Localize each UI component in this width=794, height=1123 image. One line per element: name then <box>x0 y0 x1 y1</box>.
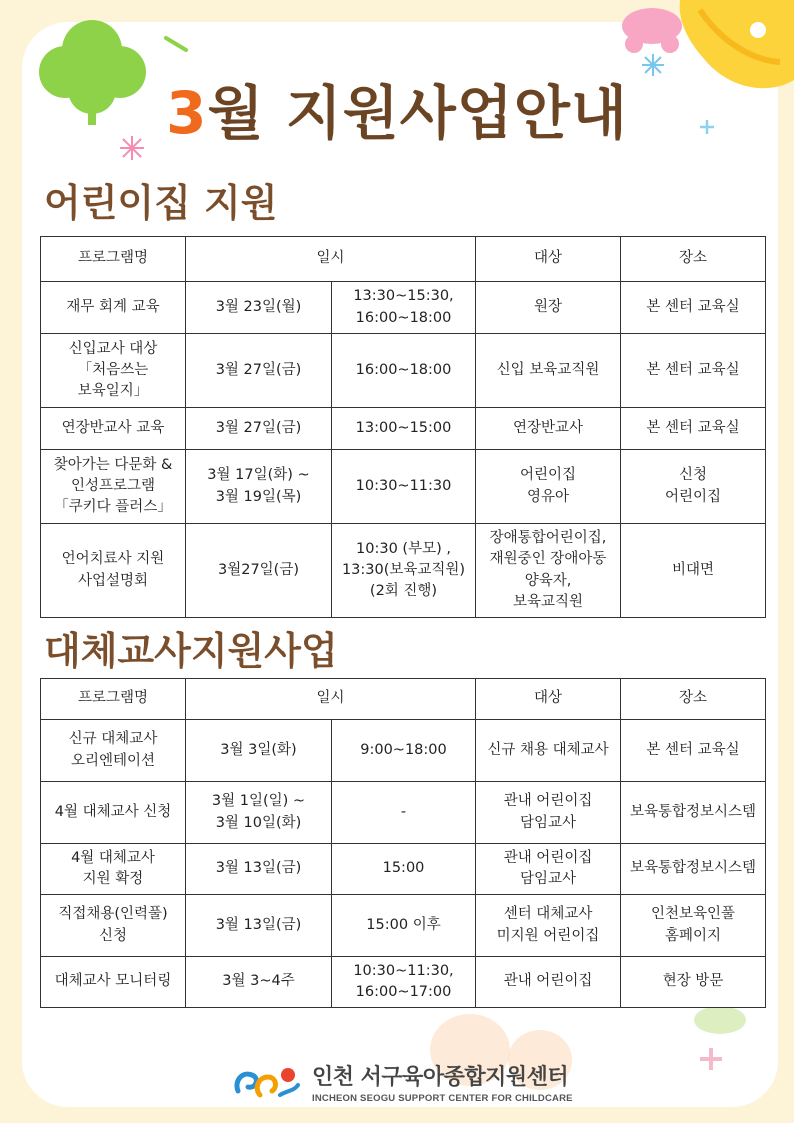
cell-time <box>332 282 476 334</box>
footer-center-name: 인천 서구육아종합지원센터 <box>312 1065 569 1090</box>
cell-program <box>41 782 186 844</box>
cell-line: 담임교사 <box>520 814 577 831</box>
cell-line: 본 센터 교육실 <box>646 361 740 378</box>
header-place: 장소 <box>621 237 766 282</box>
cell-line: 보육교직원 <box>512 593 584 610</box>
cell-line: 3월27일(금) <box>217 561 299 578</box>
cell-line: 현장 방문 <box>662 973 724 990</box>
cell-line: 원장 <box>534 298 563 315</box>
cell-line: 15:00 이후 <box>366 916 441 933</box>
cell-line: 3월 17일(화) ~ <box>207 467 310 484</box>
title-highlight: 3 <box>166 79 208 147</box>
cell-line: 오리엔테이션 <box>70 752 156 769</box>
cell-date <box>186 450 332 524</box>
cell-target <box>476 450 621 524</box>
cell-time <box>332 720 476 782</box>
cell-place <box>621 895 766 957</box>
cell-line: 3월 3일(화) <box>220 741 297 758</box>
section-title-substitute: 대체교사지원사업 <box>44 629 338 673</box>
cell-program <box>41 334 186 408</box>
cell-line: 센터 대체교사 <box>503 906 593 923</box>
cell-program <box>41 957 186 1008</box>
cell-line: 찾아가는 다문화 & <box>53 456 173 473</box>
seogu-logo-icon <box>230 1061 302 1103</box>
header-datetime: 일시 <box>186 679 476 720</box>
cell-line: 13:30(보육교직원) <box>341 561 466 578</box>
cell-target <box>476 895 621 957</box>
cell-line: 3월 23일(월) <box>215 298 302 315</box>
cell-program <box>41 282 186 334</box>
cell-time <box>332 524 476 618</box>
cell-line: 「쿠키다 플러스」 <box>54 499 172 515</box>
cell-date <box>186 334 332 408</box>
cell-line: 16:00~18:00 <box>355 309 452 326</box>
daycare-schedule-table <box>40 236 766 618</box>
cell-time <box>332 450 476 524</box>
table-row <box>41 895 766 957</box>
cell-line: 홈페이지 <box>665 927 722 944</box>
table-row <box>41 782 766 844</box>
cell-time <box>332 895 476 957</box>
cell-line: 3월 13일(금) <box>215 860 302 877</box>
cell-target <box>476 334 621 408</box>
cell-date <box>186 524 332 618</box>
cell-date <box>186 844 332 895</box>
cell-program <box>41 895 186 957</box>
table-row <box>41 844 766 895</box>
cell-place <box>621 408 766 450</box>
cell-line: 3월 19일(목) <box>215 488 302 505</box>
cell-line: 16:00~17:00 <box>355 984 452 1000</box>
cell-line: 3월 1일(일) ~ <box>211 793 306 810</box>
footer <box>230 1060 573 1104</box>
cell-target <box>476 782 621 844</box>
cell-line: - <box>400 803 407 820</box>
table-body <box>41 720 766 1008</box>
cell-line: 신청 <box>98 927 127 944</box>
cell-place <box>621 524 766 618</box>
cell-line: 보육일지」 <box>77 383 149 399</box>
header-target: 대상 <box>476 237 621 282</box>
cell-line: 대체교사 모니터링 <box>54 973 172 990</box>
cell-line: 13:00~15:00 <box>355 419 452 436</box>
cell-place <box>621 282 766 334</box>
cell-line: 언어치료사 지원 <box>61 551 165 568</box>
footer-center-name-en: INCHEON SEOGU SUPPORT CENTER FOR CHILDCARE <box>312 1093 573 1104</box>
cell-time <box>332 844 476 895</box>
cell-date <box>186 782 332 844</box>
cell-program <box>41 720 186 782</box>
cell-time <box>332 408 476 450</box>
table-row <box>41 524 766 618</box>
footer-text <box>312 1060 573 1104</box>
cell-line: 3월 3~4주 <box>222 973 295 990</box>
cell-line: 3월 13일(금) <box>215 916 302 933</box>
cell-time <box>332 782 476 844</box>
cell-date <box>186 282 332 334</box>
table-header-row <box>41 679 766 720</box>
cell-line: 신규 대체교사 <box>68 731 158 748</box>
cell-line: 영유아 <box>527 488 570 505</box>
cell-line: 본 센터 교육실 <box>646 419 740 436</box>
cell-line: 13:30~15:30, <box>353 288 454 305</box>
cell-line: 10:30 (부모) , <box>356 540 451 557</box>
cell-line: 비대면 <box>672 561 715 578</box>
cell-line: 3월 27일(금) <box>215 419 302 436</box>
cell-line: 양육자, <box>524 572 572 589</box>
cell-line: 15:00 <box>382 860 425 877</box>
header-program: 프로그램명 <box>41 679 186 720</box>
cell-program <box>41 524 186 618</box>
cell-date <box>186 408 332 450</box>
cell-line: 본 센터 교육실 <box>646 741 740 758</box>
section-title-daycare: 어린이집 지원 <box>44 181 278 225</box>
cell-program <box>41 844 186 895</box>
cell-line: 3월 27일(금) <box>215 361 302 378</box>
header-place: 장소 <box>621 679 766 720</box>
cell-date <box>186 895 332 957</box>
table-body <box>41 282 766 618</box>
cell-target <box>476 720 621 782</box>
cell-place <box>621 720 766 782</box>
cell-line: 인천보육인풀 <box>650 906 736 923</box>
table-row <box>41 957 766 1008</box>
cell-time <box>332 334 476 408</box>
cell-line: 재원중인 장애아동 <box>489 551 607 568</box>
cell-target <box>476 408 621 450</box>
cell-line: 연장반교사 <box>512 419 584 436</box>
table-header-row <box>41 237 766 282</box>
table-row <box>41 282 766 334</box>
cell-line: 10:30~11:30 <box>355 477 452 494</box>
cell-line: 어린이집 <box>665 488 722 505</box>
cell-time <box>332 957 476 1008</box>
cell-place <box>621 782 766 844</box>
cell-line: 담임교사 <box>520 871 577 887</box>
cell-line: 본 센터 교육실 <box>646 298 740 315</box>
cell-line: 10:30~11:30, <box>353 962 454 979</box>
header-datetime: 일시 <box>186 237 476 282</box>
cell-program <box>41 408 186 450</box>
cell-line: 16:00~18:00 <box>355 361 452 378</box>
cell-program <box>41 450 186 524</box>
cell-line: 9:00~18:00 <box>360 741 447 758</box>
cell-line: (2회 진행) <box>369 583 438 599</box>
cell-date <box>186 720 332 782</box>
cell-place <box>621 957 766 1008</box>
dash-icon <box>164 36 188 52</box>
cell-line: 사업설명회 <box>77 572 149 589</box>
cell-line: 4월 대체교사 <box>71 849 155 866</box>
cell-line: 보육통합정보시스템 <box>629 803 757 820</box>
cell-place <box>621 844 766 895</box>
cell-line: 「처음쓰는 <box>77 361 149 378</box>
table-row <box>41 408 766 450</box>
cell-line: 장애통합어린이집, <box>489 530 607 547</box>
cell-target <box>476 524 621 618</box>
cell-line: 관내 어린이집 <box>503 793 593 810</box>
cell-target <box>476 282 621 334</box>
page-title <box>0 66 794 150</box>
cell-line: 신청 <box>679 467 708 484</box>
cell-line: 신규 채용 대체교사 <box>487 741 609 758</box>
cell-target <box>476 844 621 895</box>
cell-target <box>476 957 621 1008</box>
substitute-schedule-table <box>40 678 766 1008</box>
table-row <box>41 720 766 782</box>
cell-line: 지원 확정 <box>82 871 144 887</box>
title-rest: 월 지원사업안내 <box>207 79 628 147</box>
cell-line: 관내 어린이집 <box>503 973 593 990</box>
cell-line: 3월 10일(화) <box>215 814 302 831</box>
cell-line: 인성프로그램 <box>70 477 156 494</box>
cell-line: 연장반교사 교육 <box>61 419 165 436</box>
header-target: 대상 <box>476 679 621 720</box>
cell-line: 직접채용(인력풀) <box>58 906 168 923</box>
table-row <box>41 334 766 408</box>
cell-line: 신입교사 대상 <box>68 340 158 357</box>
cell-line: 보육통합정보시스템 <box>629 860 757 877</box>
cell-line: 재무 회계 교육 <box>66 298 160 315</box>
cell-line: 관내 어린이집 <box>503 849 593 866</box>
cell-line: 신입 보육교직원 <box>496 361 600 378</box>
cell-line: 4월 대체교사 신청 <box>54 803 172 820</box>
cell-date <box>186 957 332 1008</box>
cell-place <box>621 334 766 408</box>
table-row <box>41 450 766 524</box>
cell-place <box>621 450 766 524</box>
plus-icon <box>700 1048 722 1070</box>
pink-toy-icon <box>612 0 692 60</box>
header-program: 프로그램명 <box>41 237 186 282</box>
cell-line: 미지원 어린이집 <box>496 927 600 944</box>
cell-line: 어린이집 <box>520 467 577 484</box>
